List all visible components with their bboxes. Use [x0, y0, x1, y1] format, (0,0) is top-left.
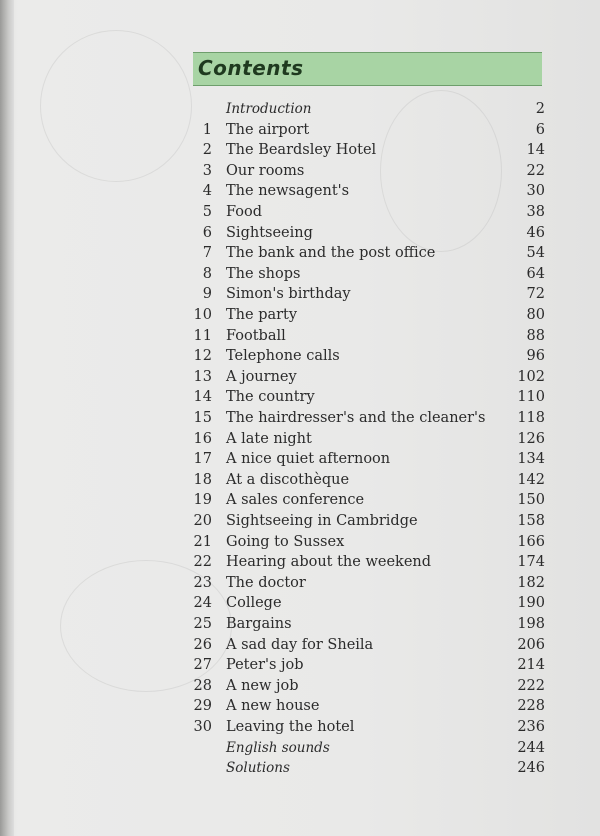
toc-entry [0, 326, 600, 347]
page-number: 190 [517, 595, 545, 612]
toc-entry [0, 573, 600, 594]
page-number: 88 [526, 327, 545, 344]
toc-entry [0, 161, 600, 182]
chapter-number: 26 [193, 636, 212, 653]
page-number: 6 [535, 121, 545, 138]
toc-entry [0, 243, 600, 264]
page-number: 236 [517, 719, 545, 735]
chapter-number: 12 [193, 348, 212, 365]
chapter-number: 19 [193, 492, 212, 509]
toc-entry [0, 655, 600, 676]
chapter-number: 29 [193, 698, 212, 715]
page-number: 54 [526, 245, 545, 262]
chapter-title: A journey [226, 368, 297, 385]
toc-entry [0, 181, 600, 202]
chapter-number: 3 [202, 162, 212, 179]
chapter-number: 24 [193, 595, 212, 612]
chapter-title: The country [226, 389, 315, 406]
toc-entry [0, 140, 600, 161]
chapter-title: The party [226, 307, 298, 323]
toc-entry [0, 593, 600, 614]
toc-entry [0, 676, 600, 697]
toc-entry [0, 305, 600, 326]
toc-entry [0, 264, 600, 285]
chapter-title: Sightseeing in Cambridge [226, 513, 418, 529]
toc-entry [0, 511, 600, 532]
chapter-number: 20 [193, 513, 212, 529]
chapter-title: The bank and the post office [226, 245, 436, 262]
toc-entry [0, 614, 600, 635]
page-number: 166 [517, 533, 545, 550]
chapter-number: 4 [202, 183, 212, 200]
chapter-title: Telephone calls [226, 348, 340, 365]
chapter-number: 2 [202, 142, 212, 159]
chapter-number: 13 [193, 368, 212, 385]
toc-entry [0, 758, 600, 779]
page-number: 214 [517, 657, 545, 674]
page-number: 134 [517, 451, 545, 468]
chapter-number: 6 [202, 224, 212, 241]
chapter-title: Hearing about the weekend [226, 554, 432, 571]
page-number: 246 [517, 760, 545, 777]
chapter-number: 5 [202, 204, 212, 220]
chapter-title: A late night [226, 430, 312, 447]
chapter-title: Food [226, 204, 263, 220]
page-number: 142 [517, 471, 545, 488]
toc-entry [0, 346, 600, 367]
chapter-number: 9 [202, 286, 212, 303]
page-number: 158 [517, 513, 545, 529]
page-number: 2 [535, 101, 545, 117]
page-number: 38 [526, 204, 545, 220]
page-number: 64 [526, 265, 545, 282]
toc-entry [0, 387, 600, 408]
page-number: 46 [526, 224, 545, 241]
chapter-number: 17 [193, 451, 212, 468]
toc-entry [0, 429, 600, 450]
chapter-title: A nice quiet afternoon [226, 451, 391, 468]
chapter-title: A sad day for Sheila [226, 636, 374, 653]
chapter-number: 10 [193, 307, 212, 323]
chapter-number: 15 [193, 410, 212, 426]
page-title: Contents [198, 56, 304, 80]
toc-entry [0, 202, 600, 223]
contents-header-band [193, 52, 542, 86]
chapter-title: Sightseeing [226, 224, 313, 241]
page-number: 150 [517, 492, 545, 509]
chapter-title: The shops [226, 265, 301, 282]
page-number: 80 [526, 307, 545, 323]
page-number: 30 [526, 183, 545, 200]
toc-entry [0, 284, 600, 305]
chapter-title: At a discothèque [226, 471, 350, 488]
page-number: 174 [517, 554, 545, 571]
toc-entry [0, 717, 600, 738]
chapter-number: 1 [202, 121, 212, 138]
toc-entry [0, 367, 600, 388]
chapter-title: The doctor [226, 574, 306, 591]
chapter-title: Introduction [226, 101, 312, 117]
page-number: 244 [517, 739, 545, 756]
chapter-title: A new house [226, 698, 320, 715]
chapter-title: The hairdresser's and the cleaner's [226, 410, 486, 426]
chapter-number: 30 [193, 719, 212, 735]
chapter-number: 16 [193, 430, 212, 447]
page-number: 206 [517, 636, 545, 653]
chapter-title: A sales conference [226, 492, 365, 509]
page-number: 72 [526, 286, 545, 303]
toc-entry [0, 408, 600, 429]
toc-entry [0, 99, 600, 120]
page-number: 228 [517, 698, 545, 715]
page-number: 102 [517, 368, 545, 385]
page-number: 126 [517, 430, 545, 447]
chapter-title: Simon's birthday [226, 286, 351, 303]
chapter-number: 28 [193, 677, 212, 694]
toc-entry [0, 120, 600, 141]
page-number: 22 [526, 162, 545, 179]
toc-entry [0, 449, 600, 470]
chapter-title: Our rooms [226, 162, 305, 179]
page-number: 118 [517, 410, 545, 426]
page-number: 110 [517, 389, 545, 406]
page-number: 222 [517, 677, 545, 694]
toc-entry [0, 532, 600, 553]
chapter-number: 18 [193, 471, 212, 488]
page-number: 96 [526, 348, 545, 365]
toc-entry [0, 490, 600, 511]
chapter-title: Going to Sussex [226, 533, 345, 550]
toc-entry [0, 552, 600, 573]
toc-entry [0, 635, 600, 656]
chapter-title: Solutions [226, 760, 290, 777]
chapter-number: 22 [193, 554, 212, 571]
chapter-title: Peter's job [226, 657, 304, 674]
chapter-title: Football [226, 327, 286, 344]
toc-entry [0, 223, 600, 244]
page-number: 14 [526, 142, 545, 159]
chapter-title: English sounds [226, 739, 330, 756]
chapter-title: College [226, 595, 282, 612]
toc-entry [0, 696, 600, 717]
toc-entry [0, 470, 600, 491]
chapter-title: The Beardsley Hotel [226, 142, 377, 159]
chapter-number: 7 [202, 245, 212, 262]
chapter-number: 8 [202, 265, 212, 282]
chapter-title: The airport [226, 121, 310, 138]
chapter-number: 23 [193, 574, 212, 591]
chapter-number: 11 [193, 327, 212, 344]
toc-entry [0, 738, 600, 759]
chapter-title: Leaving the hotel [226, 719, 355, 735]
chapter-number: 25 [193, 616, 212, 632]
chapter-title: The newsagent's [226, 183, 350, 200]
chapter-number: 14 [193, 389, 212, 406]
page-number: 182 [517, 574, 545, 591]
chapter-title: A new job [226, 677, 299, 694]
chapter-title: Bargains [226, 616, 292, 632]
chapter-number: 27 [193, 657, 212, 674]
chapter-number: 21 [193, 533, 212, 550]
page-number: 198 [517, 616, 545, 632]
